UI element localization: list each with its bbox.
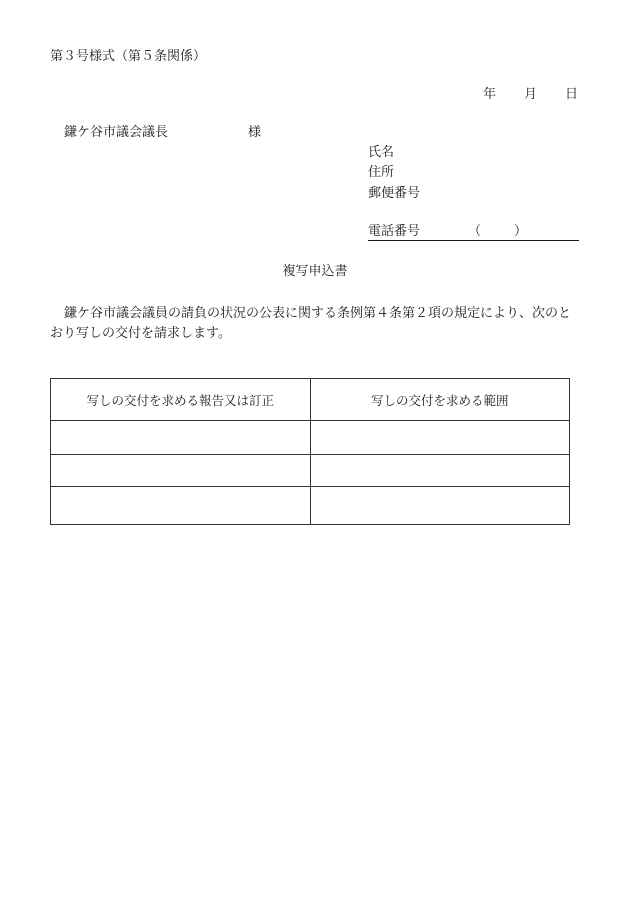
applicant-postal-label: 郵便番号 [368,186,421,201]
table-header-row [51,379,570,421]
addressee-name: 鎌ケ谷市議会議長 [64,125,169,140]
addressee [64,126,261,139]
date-line [483,88,578,101]
table-cell-report[interactable] [51,421,311,455]
table-cell-scope[interactable] [310,421,570,455]
phone-paren-close: ） [514,224,528,239]
body-paragraph: 鎌ケ谷市議会議員の請負の状況の公表に関する条例第４条第２項の規定により、次のとおり写しの交付を請求します。 [50,306,572,341]
table-cell-scope[interactable] [310,455,570,487]
date-month-label: 月 [523,87,537,102]
applicant-phone-row [368,225,579,241]
phone-paren-open: （ [468,224,482,239]
date-day-label: 日 [564,87,578,102]
table-cell-scope[interactable] [310,487,570,525]
applicant-phone-label: 電話番号 [368,224,421,239]
table-cell-report[interactable] [51,487,311,525]
table-row [51,455,570,487]
date-year-label: 年 [482,87,496,102]
addressee-honorific: 様 [248,125,262,140]
header-scope: 写しの交付を求める範囲 [310,379,570,421]
table-cell-report[interactable] [51,455,311,487]
applicant-name-label: 氏名 [368,145,395,160]
applicant-address-label: 住所 [368,165,395,180]
request-table [50,378,570,525]
table-row [51,487,570,525]
document-title: 複写申込書 [282,264,348,279]
form-number: 第３号様式（第５条関係） [50,49,207,64]
header-report-or-correction: 写しの交付を求める報告又は訂正 [51,379,311,421]
table-row [51,421,570,455]
